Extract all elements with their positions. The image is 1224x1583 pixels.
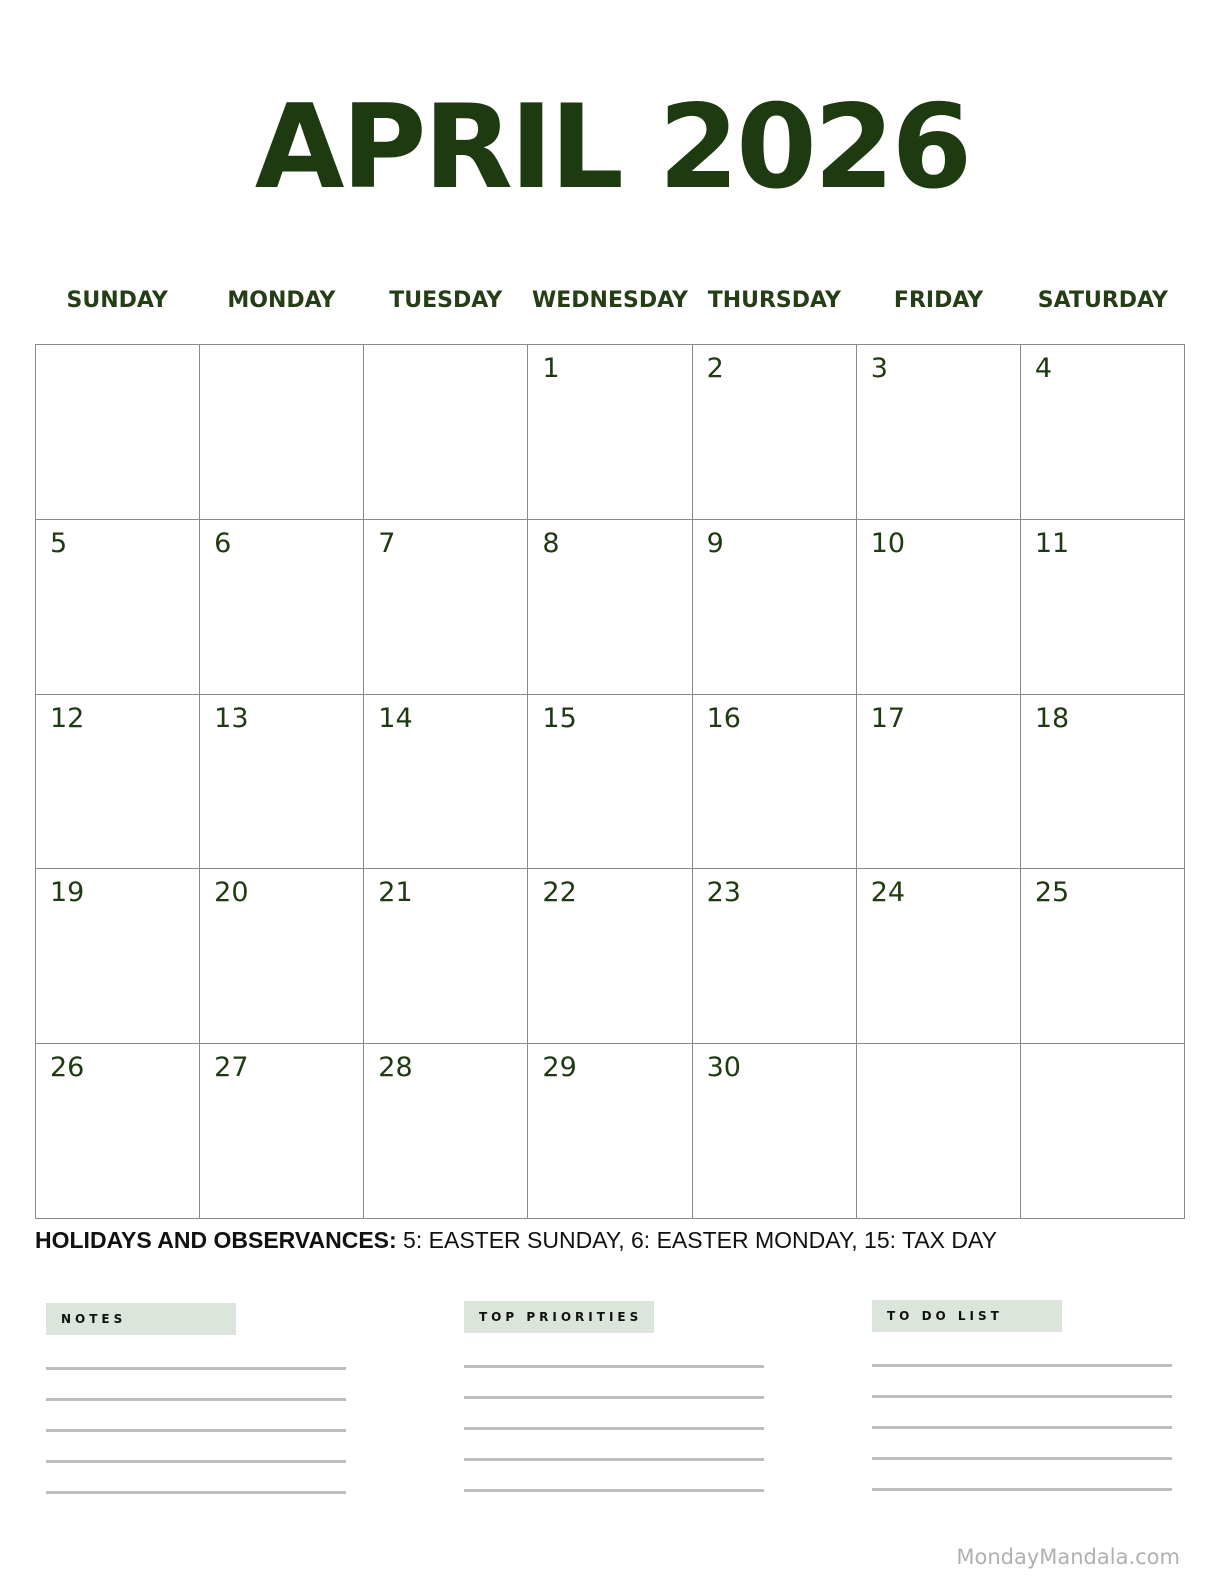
day-cell [528,520,692,695]
day-cell [200,869,364,1044]
todo-lines [872,1364,1172,1491]
day-number: 23 [706,877,741,909]
todo-heading: TO DO LIST [872,1300,1062,1332]
write-line[interactable] [872,1457,1172,1460]
day-cell [693,869,857,1044]
day-number: 2 [706,353,724,384]
holidays-line [35,1225,997,1255]
day-number: 9 [706,527,724,559]
day-number: 16 [706,702,741,734]
weekday-tuesday: TUESDAY [389,288,503,313]
day-number: 4 [1034,353,1053,384]
day-number: 17 [870,702,906,734]
day-cell [693,695,857,870]
day-number: 27 [214,1052,249,1084]
write-line[interactable] [46,1460,346,1463]
day-number: 20 [214,877,249,909]
notes-section [46,1303,346,1522]
day-cell [36,345,200,520]
day-number: 3 [870,353,888,384]
day-number: 15 [542,702,577,734]
day-cell [364,520,528,695]
day-number: 18 [1034,702,1070,734]
day-cell [693,520,857,695]
write-line[interactable] [46,1491,346,1494]
day-number: 22 [542,877,577,909]
day-cell [693,1044,857,1219]
day-number: 26 [50,1052,85,1084]
weekday-thursday: THURSDAY [707,288,841,313]
day-number: 19 [50,877,85,909]
day-cell [528,1044,692,1219]
weekday-saturday: SATURDAY [1037,288,1168,313]
write-line[interactable] [464,1458,764,1461]
write-line[interactable] [464,1427,764,1430]
write-line[interactable] [872,1426,1172,1429]
notes-lines [46,1367,346,1494]
day-cell [364,869,528,1044]
day-number: 29 [542,1052,577,1084]
write-line[interactable] [464,1396,764,1399]
day-number: 11 [1034,527,1070,559]
day-cell [1021,869,1185,1044]
day-cell [857,345,1021,520]
day-number: 12 [50,702,85,734]
priorities-lines [464,1365,764,1492]
day-number: 30 [706,1052,741,1084]
day-number: 21 [378,877,413,909]
priorities-heading: TOP PRIORITIES [464,1301,654,1333]
write-line[interactable] [464,1489,764,1492]
day-cell [364,695,528,870]
day-number: 5 [50,527,68,559]
day-cell [200,520,364,695]
day-number: 13 [214,702,249,734]
day-cell [200,695,364,870]
day-cell [1021,695,1185,870]
day-cell [857,1044,1021,1219]
day-cell [36,1044,200,1219]
holidays-text: 5: EASTER SUNDAY, 6: EASTER MONDAY, 15: TAX DAY [396,1227,997,1253]
day-number: 7 [378,527,396,559]
day-number: 1 [542,353,560,384]
write-line[interactable] [872,1364,1172,1367]
day-cell [364,1044,528,1219]
write-line[interactable] [46,1429,346,1432]
weekday-wednesday: WEDNESDAY [532,288,688,313]
day-number: 25 [1034,877,1070,909]
day-cell [1021,520,1185,695]
priorities-section [464,1301,764,1520]
day-number: 14 [378,702,413,734]
day-cell [364,345,528,520]
todo-section [872,1300,1172,1519]
write-line[interactable] [872,1395,1172,1398]
day-cell [1021,1044,1185,1219]
weekday-header-row [35,282,1185,320]
write-line[interactable] [872,1488,1172,1491]
weekday-monday: MONDAY [227,288,336,313]
day-cell [36,869,200,1044]
day-cell [857,520,1021,695]
page-title: APRIL 2026 [254,80,970,215]
day-cell [857,695,1021,870]
day-cell [1021,345,1185,520]
day-cell [36,520,200,695]
day-number: 28 [378,1052,413,1084]
day-cell [528,695,692,870]
day-number: 24 [870,877,906,909]
footer-watermark: MondayMandala.com [956,1545,1180,1569]
day-cell [693,345,857,520]
day-number: 8 [542,527,560,559]
notes-heading: NOTES [46,1303,236,1335]
day-cell [528,869,692,1044]
day-cell [200,345,364,520]
day-number: 6 [214,527,232,559]
weekday-sunday: SUNDAY [66,288,168,313]
holidays-label: HOLIDAYS AND OBSERVANCES: [35,1227,397,1253]
write-line[interactable] [464,1365,764,1368]
day-cell [857,869,1021,1044]
day-cell [528,345,692,520]
calendar-grid [35,344,1185,1219]
day-number: 10 [870,527,906,559]
day-cell [200,1044,364,1219]
write-line[interactable] [46,1367,346,1370]
write-line[interactable] [46,1398,346,1401]
weekday-friday: FRIDAY [893,288,984,313]
day-cell [36,695,200,870]
